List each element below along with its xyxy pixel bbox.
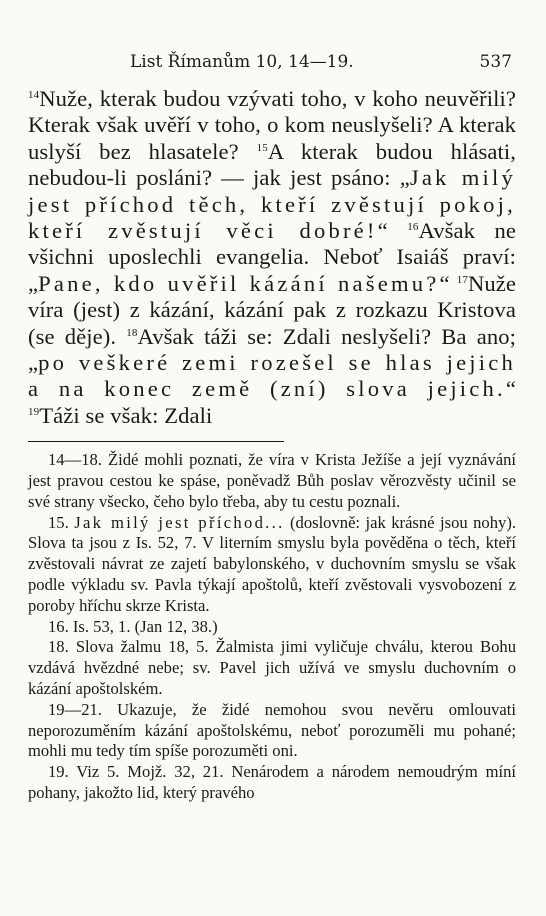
footnote xyxy=(28,513,516,617)
footnotes xyxy=(28,450,516,804)
book-page xyxy=(28,52,516,804)
verse-number-15: 15 xyxy=(256,141,268,154)
verse-paragraph xyxy=(28,86,516,429)
footnote: 19. Viz 5. Mojž. 32, 21. Nenárodem a národem nemoudrým míní pohany, jakožto lid, který pravého xyxy=(28,762,516,803)
verse-16-text: Avšak ne všichni uposlechli evangelia. Neboť Isaiáš praví: „ xyxy=(28,218,517,296)
verse-number-18: 18 xyxy=(126,326,138,339)
footnote-ref: 15. xyxy=(48,512,75,532)
footnote: 16. Is. 53, 1. (Jan 12, 38.) xyxy=(48,616,218,636)
footnote: 14—18. Židé mohli poznati, že víra v Krista Ježíše a její vyznávání jest pravou cestou ke spáse, poněvadž Bůh poslav věrozvěsty učinil se své strany všecko, čeho bylo třeba, aby tu cestu poznali. xyxy=(28,450,516,511)
verse-15-text: A kterak budou hlásati, nebudou-li posláni? — jak jest psáno: „ xyxy=(28,138,516,191)
footnote-quote-spaced: Jak milý jest příchod... xyxy=(74,512,285,532)
footnote: 18. Slova žalmu 18, 5. Žalmista jimi vyličuje chválu, kterou Bohu vzdává hvězdné nebe; sv. Pavel jich užívá ve smyslu duchovním o kázání apoštolském. xyxy=(28,637,516,699)
verse-17-text: Nuže víra (jest) z kázání, kázání pak z rozkazu Kristova (se děje). xyxy=(28,270,517,349)
verse-18-text: Avšak táži se: Zdali neslyšeli? Ba ano; „ xyxy=(28,323,517,376)
running-title: List Římanům 10, 14—19. xyxy=(130,52,354,72)
verse-number-14: 14 xyxy=(28,89,40,101)
main-text xyxy=(28,86,516,429)
quote-close: “ xyxy=(439,270,450,296)
page-number: 537 xyxy=(479,52,512,72)
quote-close: “ xyxy=(377,218,388,244)
quote-spaced: po veškeré zemi rozešel se hlas jejich a na konec země (zní) slova jejich. xyxy=(28,350,516,402)
page-header xyxy=(28,52,516,86)
verse-number-17: 17 xyxy=(456,273,468,286)
quote-spaced: Jak milý jest příchod těch, kteří zvěstují pokoj, kteří zvěstují věci dobré! xyxy=(28,165,516,244)
footnote-divider xyxy=(28,441,284,442)
quote-close: “ xyxy=(505,376,516,402)
verse-19-text: Táži se však: Zdali xyxy=(39,402,213,428)
verse-number-19: 19 xyxy=(28,405,40,418)
quote-spaced: Pane, kdo uvěřil kázání našemu? xyxy=(38,270,440,296)
verse-14-text: Nuže, kterak budou vzývati toho, v koho neuvěřili? Kterak však uvěří v toho, o kom neuslyšeli? A kterak uslyší bez hlasatele? xyxy=(28,86,516,164)
footnote-text: (doslovně: jak krásné jsou nohy). Slova ta jsou z Is. 52, 7. V literním smyslu byla pověděna o těch, kteří zvěstovali návrat ze zajetí babylonského, v duchovním smyslu se však podle výkladu sv. Pavla týkají apoštolů, kteří zvěstovali vysvobození z poroby hříchu skrze Krista. xyxy=(28,512,517,615)
verse-number-16: 16 xyxy=(407,221,419,234)
footnote: 19—21. Ukazuje, že židé nemohou svou nevěru omlouvati neporozuměním kázání apoštolskému, neboť porozuměli mu pohané; mohli mu tedy tím spíše porozuměti oni. xyxy=(28,699,516,761)
